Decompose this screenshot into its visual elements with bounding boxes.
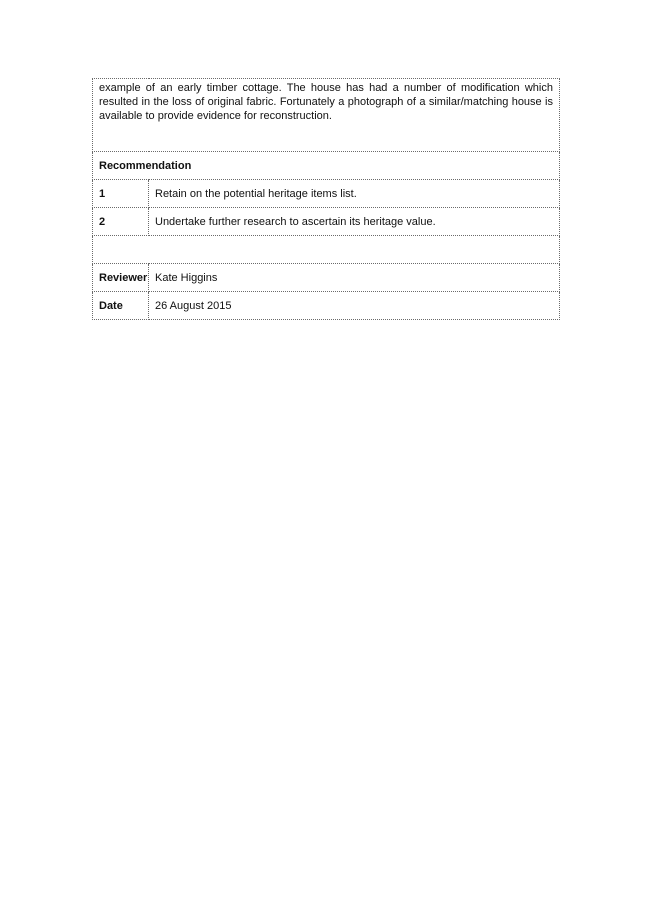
heritage-assessment-table — [92, 78, 560, 320]
reviewer-value: Kate Higgins — [149, 264, 560, 292]
spacer-row — [93, 236, 560, 264]
reviewer-row — [93, 264, 560, 292]
recommendation-item-row — [93, 180, 560, 208]
recommendation-item-number: 2 — [93, 208, 149, 236]
empty-cell — [93, 236, 560, 264]
description-text: example of an early timber cottage. The house has had a number of modification which resulted in the loss of original fabric. Fortunately a photograph of a similar/matching house is available to provide evidence for reconstruction. — [93, 79, 560, 152]
recommendation-item-number: 1 — [93, 180, 149, 208]
recommendation-item-text: Retain on the potential heritage items list. — [149, 180, 560, 208]
date-label: Date — [93, 292, 149, 320]
description-row — [93, 79, 560, 152]
date-value: 26 August 2015 — [149, 292, 560, 320]
recommendation-item-row — [93, 208, 560, 236]
recommendation-heading: Recommendation — [93, 152, 560, 180]
reviewer-label: Reviewer — [93, 264, 149, 292]
recommendation-heading-row — [93, 152, 560, 180]
recommendation-item-text: Undertake further research to ascertain its heritage value. — [149, 208, 560, 236]
date-row — [93, 292, 560, 320]
